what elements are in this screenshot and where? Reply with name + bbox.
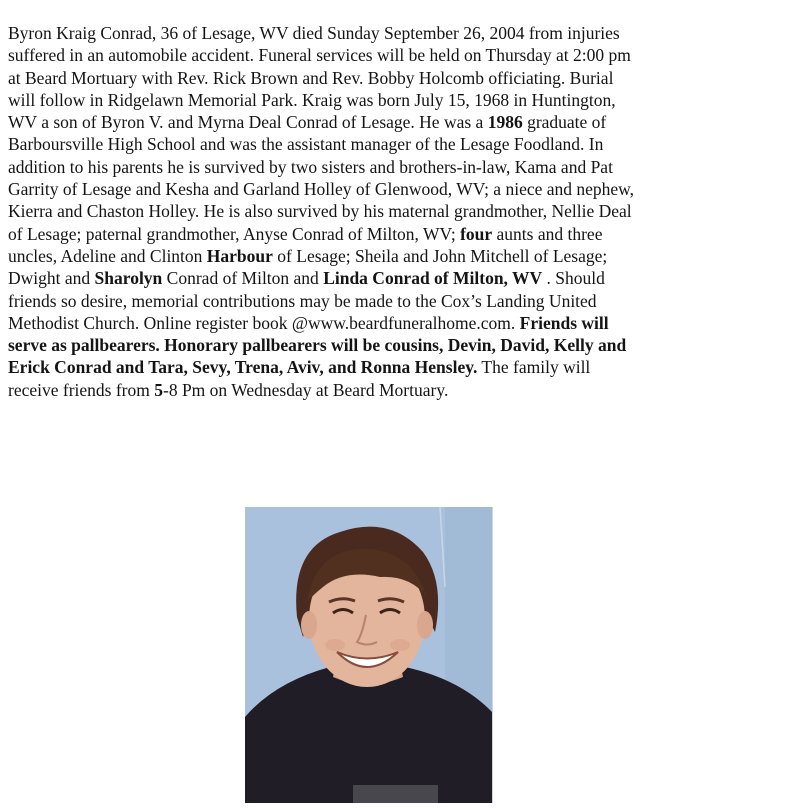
obituary-line [8,44,798,66]
obituary-line [8,334,798,356]
portrait-shirt [245,667,492,803]
obituary-segment: WV a son of Byron V. and Myrna Deal Conrad of Lesage. He was a [8,112,488,133]
obituary-segment: . Should [542,268,605,289]
obituary-bold-segment: Erick Conrad and Tara, Sevy, Trena, Aviv, and Ronna Hensley. [8,357,478,378]
obituary-segment: addition to his parents he is survived by two sisters and brothers-in-law, Kama and Pat [8,156,613,177]
obituary-bold-segment: 5 [154,379,163,400]
obituary-segment: will follow in Ridgelawn Memorial Park. Kraig was born July 15, 1968 in Huntington, [8,89,616,110]
obituary-bold-segment: Friends will [519,312,609,333]
obituary-segment: receive friends from [8,379,155,400]
obituary-bold-segment: Linda Conrad of Milton, WV [323,268,543,289]
obituary-line [8,312,798,334]
obituary-segment: at Beard Mortuary with Rev. Rick Brown and Rev. Bobby Holcomb officiating. Burial [8,67,614,88]
obituary-line [8,379,798,401]
obituary-line [8,290,798,312]
obituary-segment: uncles, Adeline and Clinton [8,245,207,266]
obituary-line [8,156,798,178]
obituary-line [8,223,798,245]
obituary-bold-segment: Harbour [206,245,273,266]
obituary-line [8,89,798,111]
obituary-text [8,22,798,401]
obituary-line [8,356,798,378]
obituary-segment: friends so desire, memorial contributions may be made to the Cox’s Landing United [8,290,597,311]
obituary-segment: Barboursville High School and was the assistant manager of the Lesage Foodland. In [8,134,604,155]
obituary-segment: suffered in an automobile accident. Funeral services will be held on Thursday at 2:00 pm [8,45,631,66]
obituary-line [8,111,798,133]
portrait-left-ear [301,611,317,639]
obituary-segment: The family will [477,357,591,378]
obituary-line [8,22,798,44]
obituary-segment: -8 Pm on Wednesday at Beard Mortuary. [163,379,449,400]
obituary-segment: Byron Kraig Conrad, 36 of Lesage, WV died Sunday September 26, 2004 from injuries [8,23,620,43]
obituary-bold-segment: four [460,223,493,244]
obituary-segment: Dwight and [8,268,95,289]
portrait-right-cheek [390,639,410,651]
obituary-segment: Kierra and Chaston Holley. He is also survived by his maternal grandmother, Nellie Deal [8,201,632,222]
obituary-bold-segment: Sharolyn [94,268,163,289]
portrait-illustration [245,507,492,803]
obituary-line [8,245,798,267]
obituary-segment: aunts and three [492,223,603,244]
obituary-line [8,200,798,222]
obituary-bold-segment: serve as pallbearers. Honorary pallbearers will be cousins, Devin, David, Kelly and [8,335,627,356]
obituary-line [8,67,798,89]
portrait-lower-object [353,785,438,803]
obituary-segment: Conrad of Milton and [162,268,324,289]
obituary-line [8,267,798,289]
portrait-right-ear [417,611,433,639]
obituary-bold-segment: 1986 [487,112,523,133]
portrait-left-cheek [325,639,345,651]
obituary-line [8,133,798,155]
obituary-segment: Methodist Church. Online register book @www.beardfuneralhome.com. [8,312,520,333]
obituary-segment: Garrity of Lesage and Kesha and Garland Holley of Glenwood, WV; a niece and nephew, [8,179,635,200]
obituary-segment: of Lesage; Sheila and John Mitchell of Lesage; [272,245,608,266]
obituary-line [8,178,798,200]
obituary-segment: graduate of [522,112,607,133]
portrait-photo [245,507,493,803]
obituary-segment: of Lesage; paternal grandmother, Anyse Conrad of Milton, WV; [8,223,461,244]
